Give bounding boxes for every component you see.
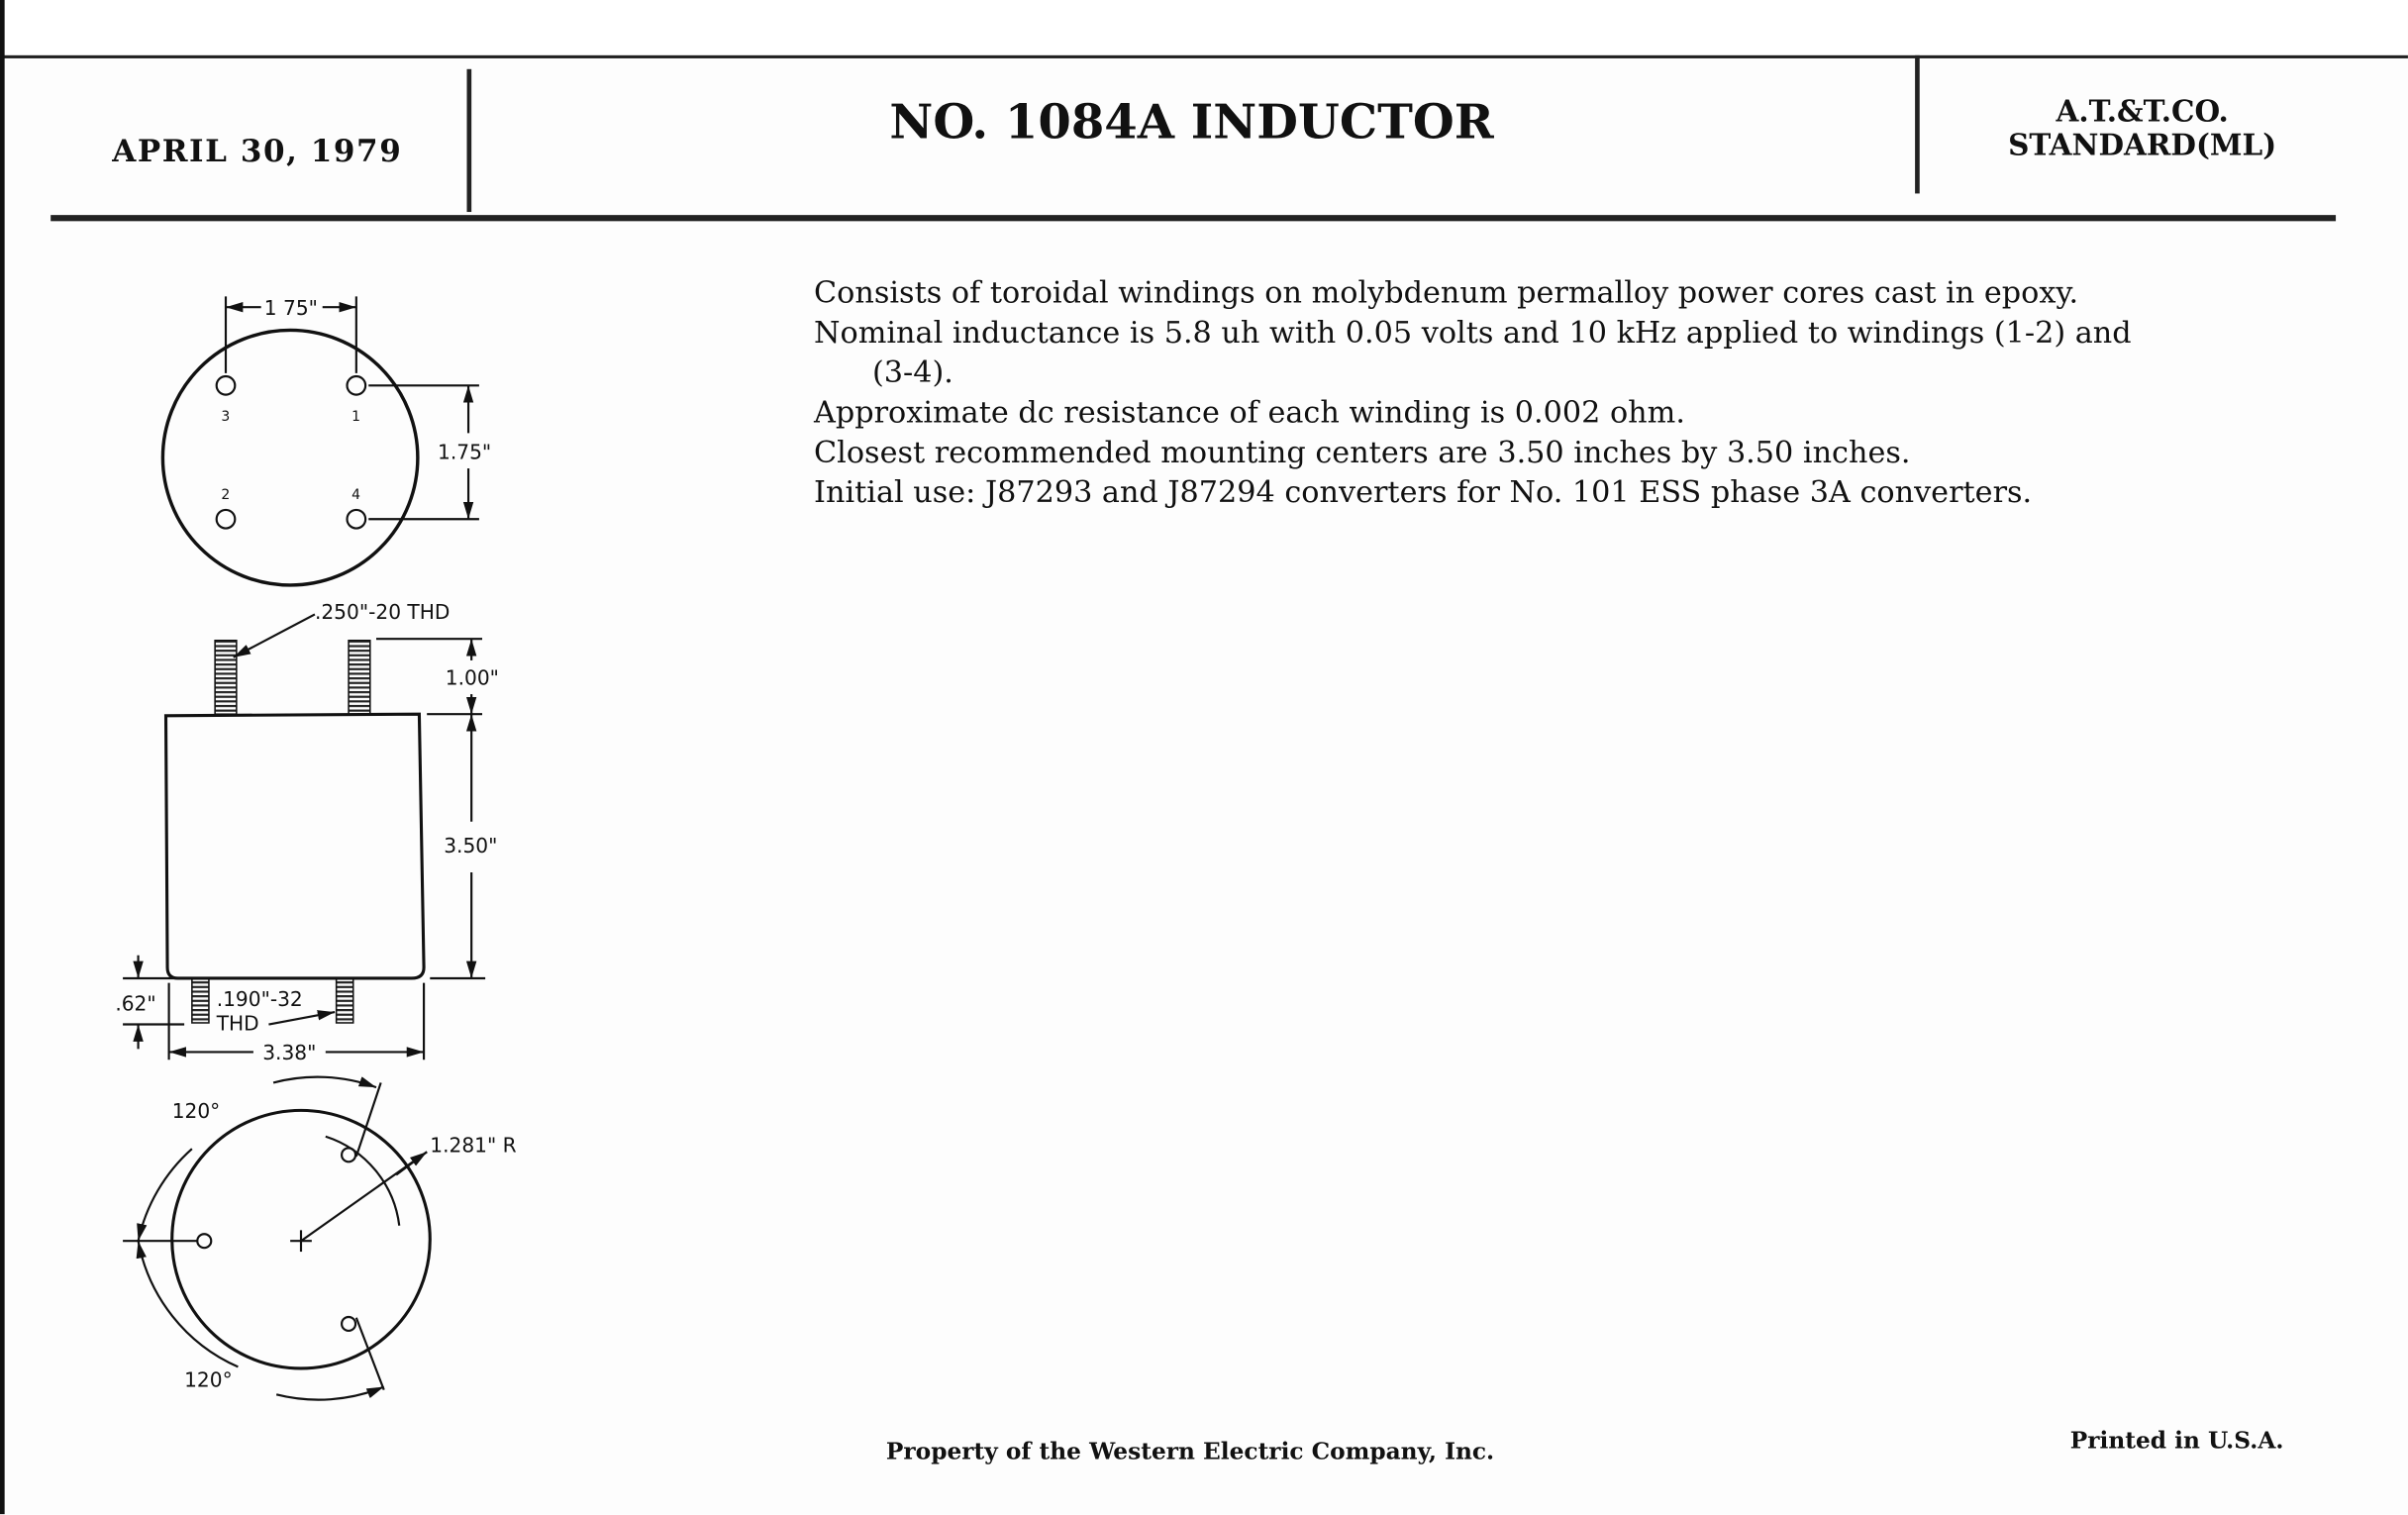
- dim-top-thread: .250"-20 THD: [314, 600, 451, 625]
- terminal-label: 1: [351, 408, 361, 425]
- top-view: [162, 296, 479, 585]
- dim-bottom-stud: .62": [115, 991, 156, 1016]
- dim-bottom-thread: .190"-32: [216, 986, 303, 1011]
- dim-width: 3.38": [262, 1041, 317, 1065]
- side-view: [123, 614, 485, 1060]
- property-notice: Property of the Western Electric Company, Inc.: [885, 1437, 1495, 1465]
- dim-stud-height: 1.00": [445, 665, 499, 690]
- standard-company: A.T.&T.CO.: [2056, 95, 2229, 130]
- dim-angle: 120°: [184, 1367, 233, 1392]
- standard-type: STANDARD(ML): [2008, 129, 2277, 163]
- description-line: Approximate dc resistance of each winding is 0.002 ohm.: [814, 394, 1685, 431]
- terminal-label: 3: [221, 408, 231, 425]
- dim-bottom-thread-thd: THD: [216, 1011, 259, 1036]
- description-line: Nominal inductance is 5.8 uh with 0.05 volts and 10 kHz applied to windings (1-2) and: [814, 314, 2132, 351]
- dim-body-height: 3.50": [444, 833, 498, 858]
- description-line: Initial use: J87293 and J87294 converters for No. 101 ESS phase 3A converters.: [814, 474, 2033, 510]
- printed-notice: Printed in U.S.A.: [2069, 1426, 2284, 1455]
- dim-top-height: 1.75": [438, 440, 492, 464]
- dim-top-width: 1 75": [263, 295, 318, 320]
- issue-date: APRIL 30, 1979: [112, 132, 403, 169]
- description-line: (3-4).: [871, 354, 953, 390]
- description-line: Closest recommended mounting centers are 3.50 inches by 3.50 inches.: [814, 434, 1911, 470]
- bottom-view: [123, 1077, 430, 1400]
- page-title: NO. 1084A INDUCTOR: [889, 95, 1494, 151]
- dim-radius: 1.281" R: [430, 1133, 517, 1158]
- dim-angle: 120°: [171, 1099, 221, 1124]
- terminal-label: 2: [221, 487, 231, 504]
- description-line: Consists of toroidal windings on molybdenum permalloy power cores cast in epoxy.: [814, 274, 2079, 311]
- terminal-label: 4: [351, 487, 361, 504]
